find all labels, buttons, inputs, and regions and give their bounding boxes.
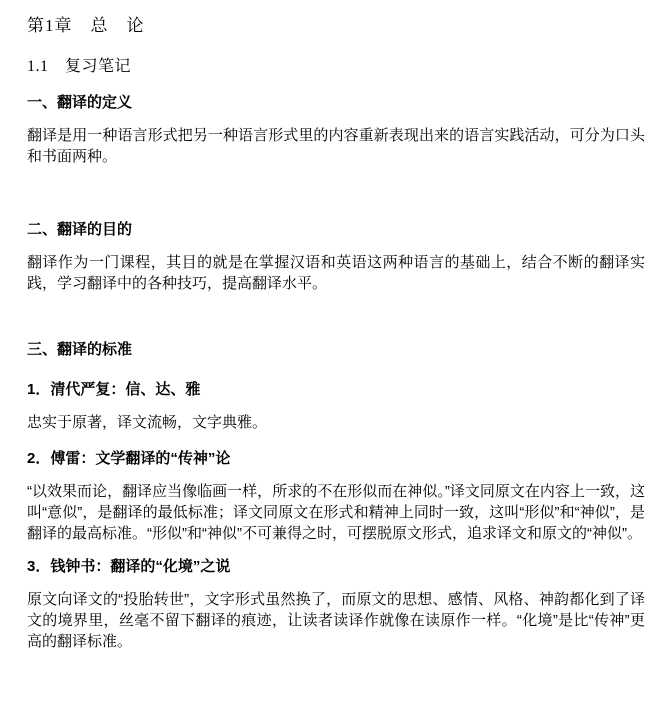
standard-3-paragraph: 原文向译文的“投胎转世”，文字形式虽然换了，而原文的思想、感情、风格、神韵都化到了译文的境界里，丝毫不留下翻译的痕迹，让读者读译作就像在读原作一样。“化境”是比“传神”更高的翻译标准。 <box>27 591 645 650</box>
part-1-paragraph: 翻译是用一种语言形式把另一种语言形式里的内容重新表现出来的语言实践活动，可分为口头和书面两种。 <box>27 127 645 165</box>
standard-3-heading: 3．钱钟书：翻译的“化境”之说 <box>27 558 231 575</box>
part-3-heading: 三、翻译的标准 <box>27 341 133 358</box>
part-1-heading: 一、翻译的定义 <box>27 94 133 111</box>
standard-1-heading: 1．清代严复：信、达、雅 <box>27 381 201 398</box>
standard-2-paragraph: “以效果而论，翻译应当像临画一样，所求的不在形似而在神似。”译文同原文在内容上一致，这叫“意似”，是翻译的最低标准；译文同原文在形式和精神上同时一致，这叫“形似”和“神似”，是翻译的最高标准。“形似”和“神似”不可兼得之时，可摆脱原文形式，追求译文和原文的“神似”。 <box>27 483 645 542</box>
standard-2-heading: 2．傅雷：文学翻译的“传神”论 <box>27 450 231 467</box>
part-2-heading: 二、翻译的目的 <box>27 221 133 238</box>
standard-1-paragraph: 忠实于原著，译文流畅，文字典雅。 <box>27 414 268 431</box>
section-heading: 1.1 复习笔记 <box>27 58 132 75</box>
chapter-heading: 第1章 总 论 <box>27 16 145 35</box>
part-2-paragraph: 翻译作为一门课程，其目的就是在掌握汉语和英语这两种语言的基础上，结合不断的翻译实践，学习翻译中的各种技巧，提高翻译水平。 <box>27 254 645 292</box>
